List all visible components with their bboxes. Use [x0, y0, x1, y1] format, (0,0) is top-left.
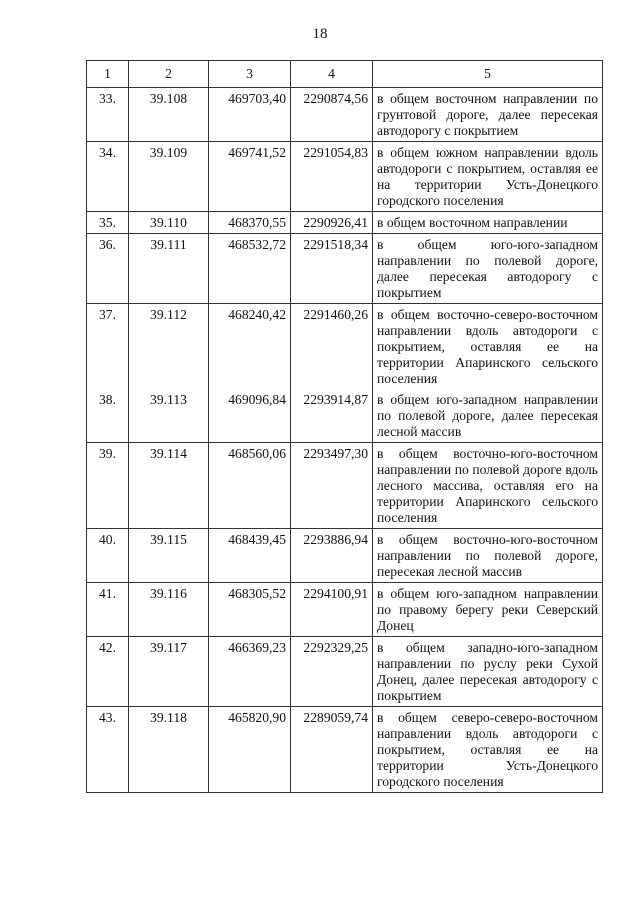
point-code: 39.116 — [129, 583, 209, 637]
column-header-2: 2 — [129, 61, 209, 88]
table-row — [87, 304, 603, 390]
coordinate-x: 468439,45 — [209, 529, 291, 583]
point-code: 39.114 — [129, 443, 209, 529]
boundary-description: в общем северо-северо-восточном направлении вдоль автодороги с покрытием, оставляя ее на территории Усть-Донецкого городского поселения — [373, 707, 603, 793]
table-row — [87, 234, 603, 304]
row-number: 41. — [87, 583, 129, 637]
table-row — [87, 88, 603, 142]
boundary-description: в общем восточно-юго-восточном направлении по полевой дороге, пересекая лесной массив — [373, 529, 603, 583]
coordinate-x: 468560,06 — [209, 443, 291, 529]
coordinate-x: 469741,52 — [209, 142, 291, 212]
boundary-description: в общем западно-юго-западном направлении по руслу реки Сухой Донец, далее пересекая автодорогу с покрытием — [373, 637, 603, 707]
boundary-description: в общем восточном направлении — [373, 212, 603, 234]
point-code: 39.117 — [129, 637, 209, 707]
point-code: 39.108 — [129, 88, 209, 142]
coordinate-x: 468240,42 — [209, 304, 291, 390]
table-row — [87, 707, 603, 793]
table-row — [87, 529, 603, 583]
point-code: 39.118 — [129, 707, 209, 793]
boundary-description: в общем восточном направлении по грунтовой дороге, далее пересекая автодорогу с покрытием — [373, 88, 603, 142]
boundary-description: в общем юго-западном направлении по правому берегу реки Северский Донец — [373, 583, 603, 637]
table-row — [87, 583, 603, 637]
coordinate-y: 2291518,34 — [291, 234, 373, 304]
table-row — [87, 637, 603, 707]
row-number: 40. — [87, 529, 129, 583]
coordinate-y: 2290926,41 — [291, 212, 373, 234]
coordinate-y: 2291460,26 — [291, 304, 373, 390]
boundary-description: в общем юго-западном направлении по полевой дороге, далее пересекая лесной массив — [373, 389, 603, 443]
table-row — [87, 389, 603, 443]
column-header-1: 1 — [87, 61, 129, 88]
table-row — [87, 443, 603, 529]
page-number: 18 — [312, 26, 328, 42]
row-number: 43. — [87, 707, 129, 793]
boundary-description: в общем южном направлении вдоль автодороги с покрытием, оставляя ее на территории Усть-Донецкого городского поселения — [373, 142, 603, 212]
row-number: 34. — [87, 142, 129, 212]
row-number: 36. — [87, 234, 129, 304]
coordinate-y: 2293497,30 — [291, 443, 373, 529]
coordinate-y: 2290874,56 — [291, 88, 373, 142]
coordinate-y: 2292329,25 — [291, 637, 373, 707]
coordinate-y: 2294100,91 — [291, 583, 373, 637]
point-code: 39.112 — [129, 304, 209, 390]
row-number: 33. — [87, 88, 129, 142]
coordinate-y: 2291054,83 — [291, 142, 373, 212]
column-header-5: 5 — [373, 61, 603, 88]
boundary-description: в общем восточно-юго-восточном направлении по полевой дороге вдоль лесного массива, оставляя его на территории Апаринского сельского поселения — [373, 443, 603, 529]
point-code: 39.109 — [129, 142, 209, 212]
table-row — [87, 212, 603, 234]
table-row — [87, 142, 603, 212]
coordinate-x: 468532,72 — [209, 234, 291, 304]
point-code: 39.110 — [129, 212, 209, 234]
point-code: 39.111 — [129, 234, 209, 304]
coordinate-y: 2289059,74 — [291, 707, 373, 793]
coordinate-x: 465820,90 — [209, 707, 291, 793]
table-header-row — [87, 61, 603, 88]
column-header-4: 4 — [291, 61, 373, 88]
coordinate-x: 469703,40 — [209, 88, 291, 142]
coordinate-x: 466369,23 — [209, 637, 291, 707]
row-number: 38. — [87, 389, 129, 443]
boundary-description: в общем юго-юго-западном направлении по полевой дороге, далее пересекая автодорогу с покрытием — [373, 234, 603, 304]
coordinate-y: 2293886,94 — [291, 529, 373, 583]
coordinate-y: 2293914,87 — [291, 389, 373, 443]
coordinate-x: 468305,52 — [209, 583, 291, 637]
row-number: 39. — [87, 443, 129, 529]
boundary-points-table — [86, 60, 603, 793]
coordinate-x: 469096,84 — [209, 389, 291, 443]
column-header-3: 3 — [209, 61, 291, 88]
point-code: 39.115 — [129, 529, 209, 583]
row-number: 35. — [87, 212, 129, 234]
point-code: 39.113 — [129, 389, 209, 443]
row-number: 42. — [87, 637, 129, 707]
row-number: 37. — [87, 304, 129, 390]
boundary-description: в общем восточно-северо-восточном направлении вдоль автодороги с покрытием, оставляя ее на территории Апаринского сельского поселения — [373, 304, 603, 390]
coordinate-x: 468370,55 — [209, 212, 291, 234]
